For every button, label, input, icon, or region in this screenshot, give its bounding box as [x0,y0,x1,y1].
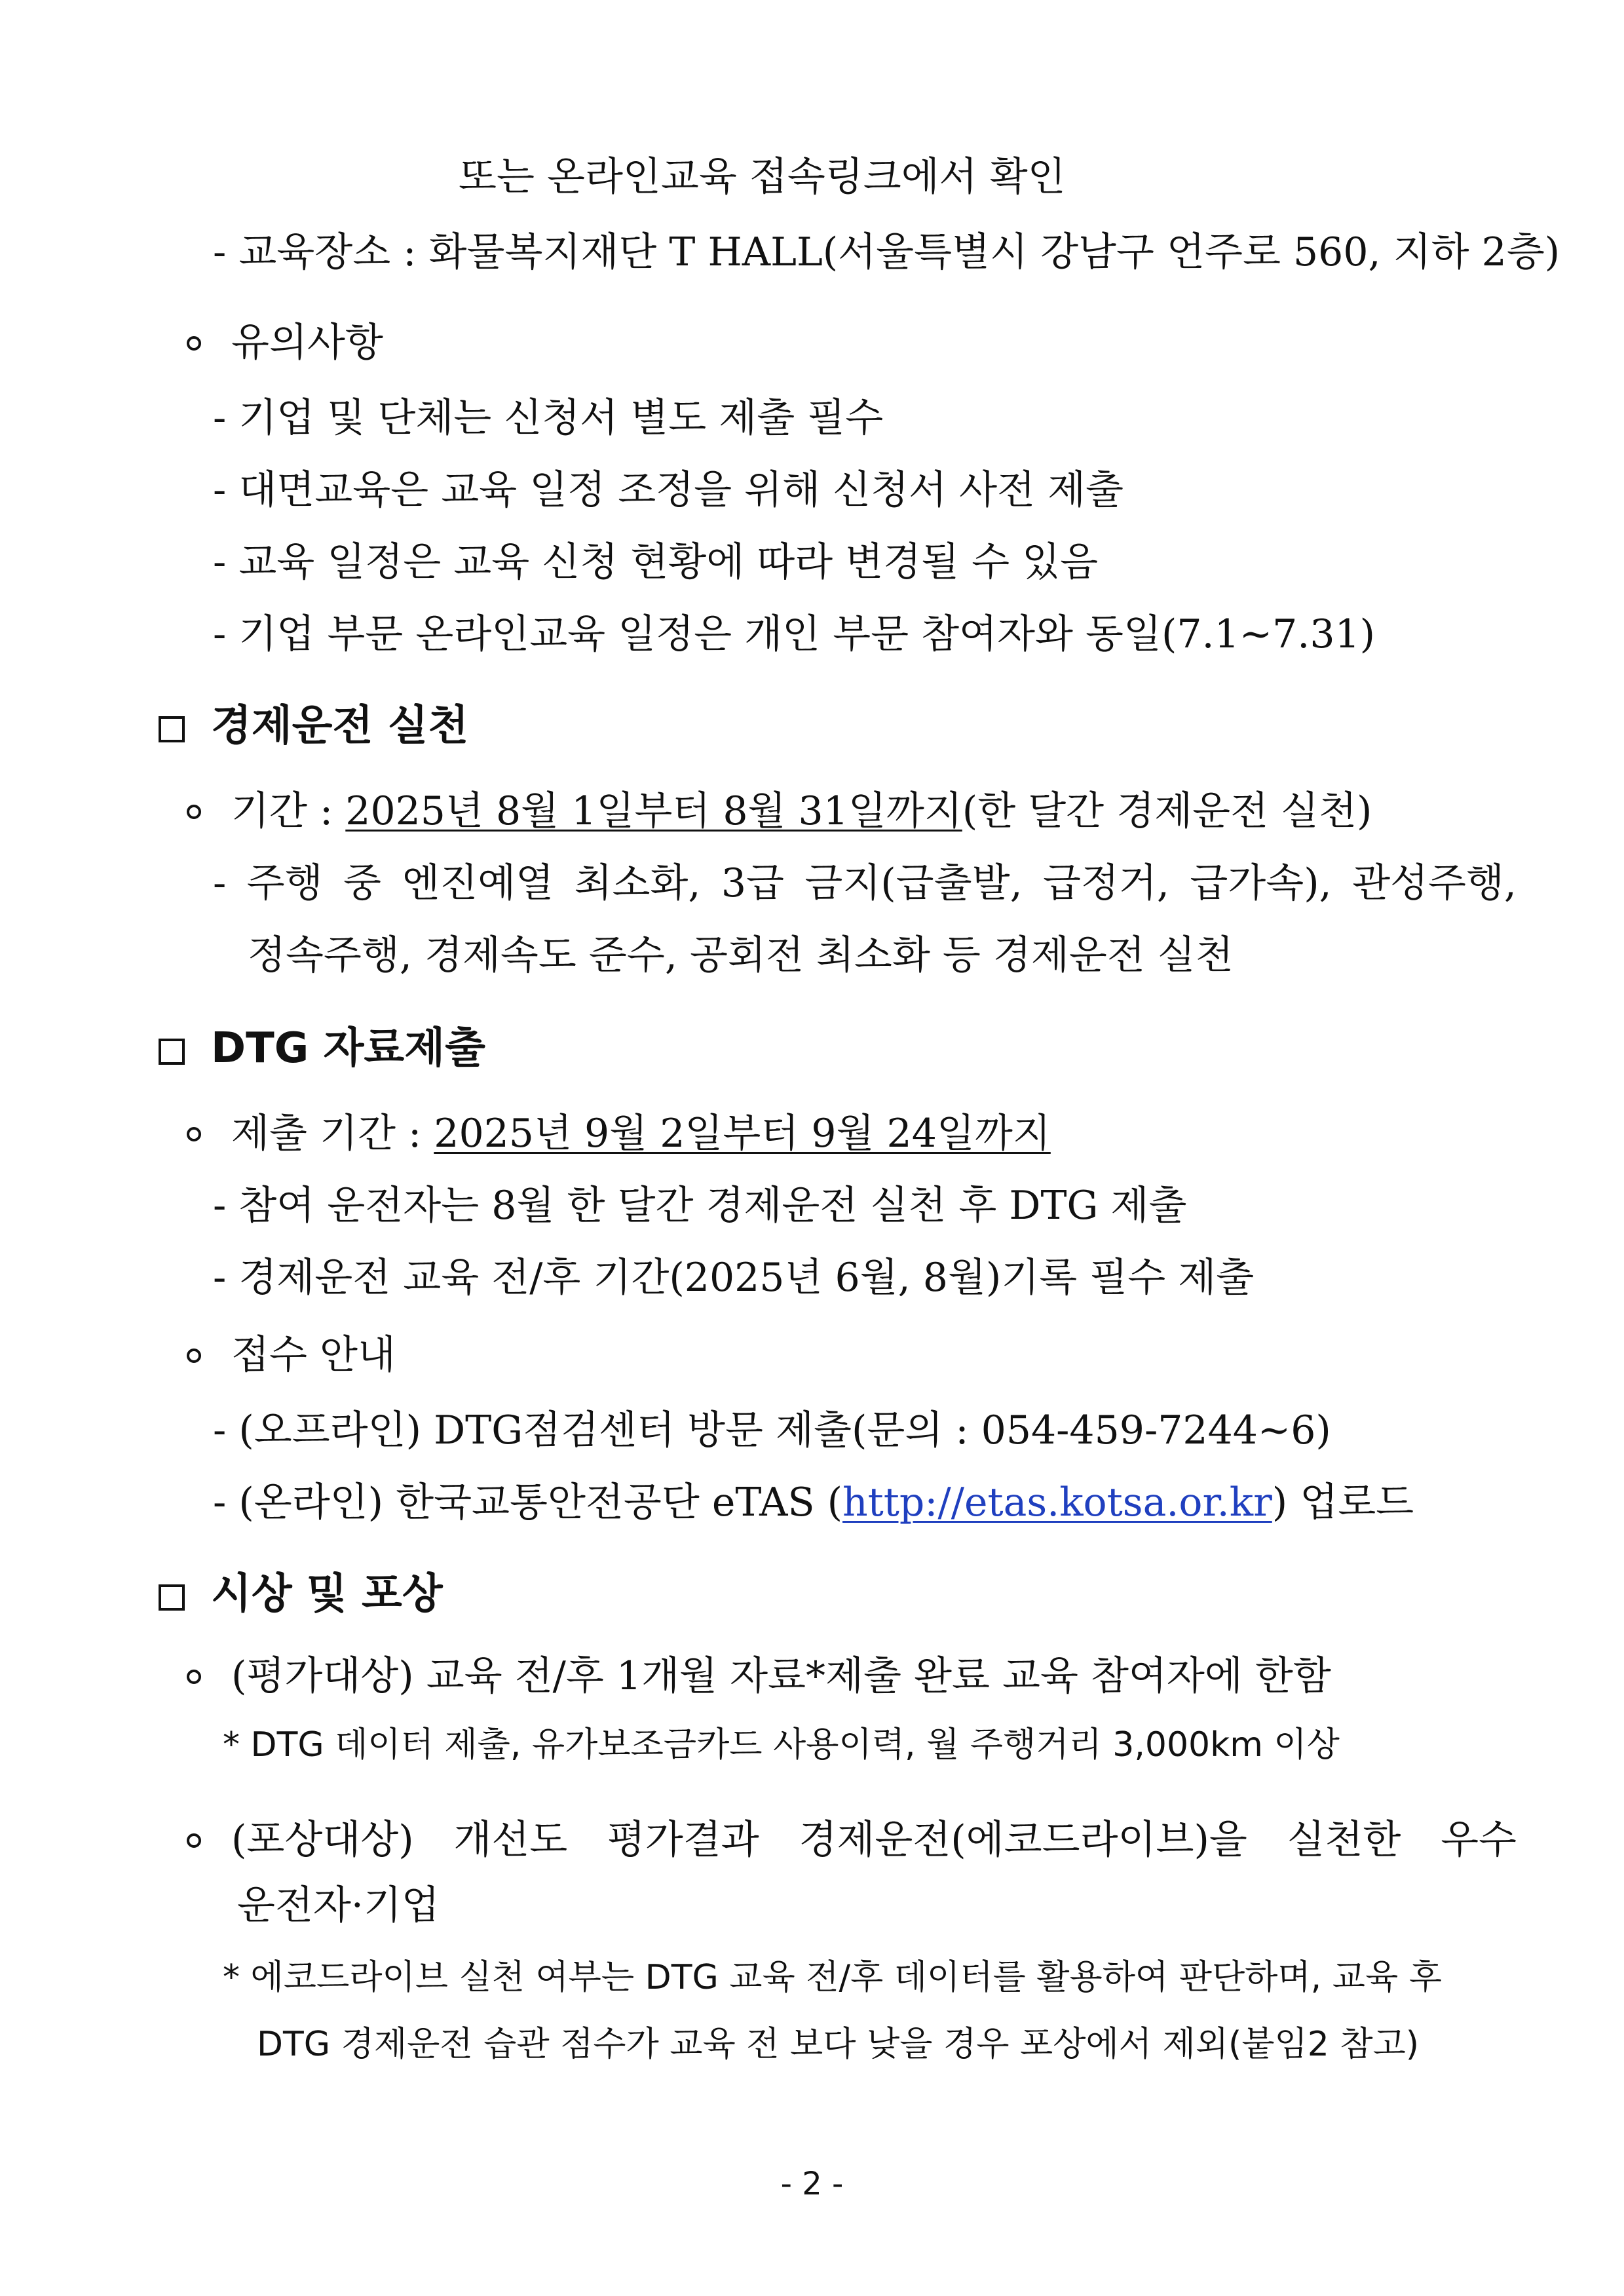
notes-item: - 기업 부문 온라인교육 일정은 개인 부문 참여자와 동일(7.1~7.31) [213,611,1376,657]
section-heading-dtg: DTG 자료제출 [159,1022,485,1075]
page-number: - 2 - [780,2166,844,2202]
dtg-item: - 참여 운전자는 8월 한 달간 경제운전 실천 후 DTG 제출 [213,1183,1187,1229]
etas-link[interactable]: http://etas.kotsa.or.kr [842,1480,1272,1525]
notes-item: - 기업 및 단체는 신청서 별도 제출 필수 [213,395,884,441]
square-bullet-icon [159,716,185,742]
section-heading-award: 시상 및 포상 [159,1568,443,1620]
intro-line: 또는 온라인교육 접속링크에서 확인 [459,154,1066,200]
practice-detail: - 주행 중 엔진예열 최소화, 3급 금지(급출발, 급정거, 급가속), 관성주행, [213,860,1517,906]
circle-bullet-icon [187,336,201,351]
circle-bullet-icon [187,1670,201,1684]
award-eval-note: * DTG 데이터 제출, 유가보조금카드 사용이력, 월 주행거리 3,000km 이상 [223,1725,1340,1765]
practice-period: 기간 : 2025년 8월 1일부터 8월 31일까지(한 달간 경제운전 실천) [187,785,1372,837]
notes-item: - 교육 일정은 교육 신청 현황에 따라 변경될 수 있음 [213,539,1099,585]
square-bullet-icon [159,1039,185,1065]
circle-bullet-icon [187,1833,201,1848]
award-target: (포상대상) 개선도 평가결과 경제운전(에코드라이브)을 실천한 우수 [187,1814,1517,1866]
circle-bullet-icon [187,1349,201,1363]
award-eval: (평가대상) 교육 전/후 1개월 자료*제출 완료 교육 참여자에 한함 [187,1650,1331,1702]
location-line: - 교육장소 : 화물복지재단 T HALL(서울특별시 강남구 언주로 560, 지하 2층) [213,229,1560,275]
square-bullet-icon [159,1584,185,1611]
reception-online: - (온라인) 한국교통안전공단 eTAS (http://etas.kotsa.or.kr) 업로드 [213,1480,1414,1525]
notes-item: - 대면교육은 교육 일정 조정을 위해 신청서 사전 제출 [213,467,1124,513]
dtg-period: 제출 기간 : 2025년 9월 2일부터 9월 24일까지 [187,1107,1051,1160]
award-target-note-cont: DTG 경제운전 습관 점수가 교육 전 보다 낮을 경우 포상에서 제외(붙임2 참고) [257,2025,1420,2064]
award-target-cont: 운전자·기업 [237,1883,440,1928]
practice-detail-cont: 정속주행, 경제속도 준수, 공회전 최소화 등 경제운전 실천 [248,932,1234,978]
circle-bullet-icon [187,1127,201,1141]
section-heading-practice: 경제운전 실천 [159,700,468,752]
reception-title: 접수 안내 [187,1329,396,1381]
reception-offline: - (오프라인) DTG점검센터 방문 제출(문의 : 054-459-7244~6) [213,1407,1331,1453]
dtg-item: - 경제운전 교육 전/후 기간(2025년 6월, 8월)기록 필수 제출 [213,1255,1255,1301]
notes-title: 유의사항 [187,316,383,369]
award-target-note: * 에코드라이브 실천 여부는 DTG 교육 전/후 데이터를 활용하여 판단하며, 교육 후 [223,1958,1442,1997]
circle-bullet-icon [187,805,201,819]
